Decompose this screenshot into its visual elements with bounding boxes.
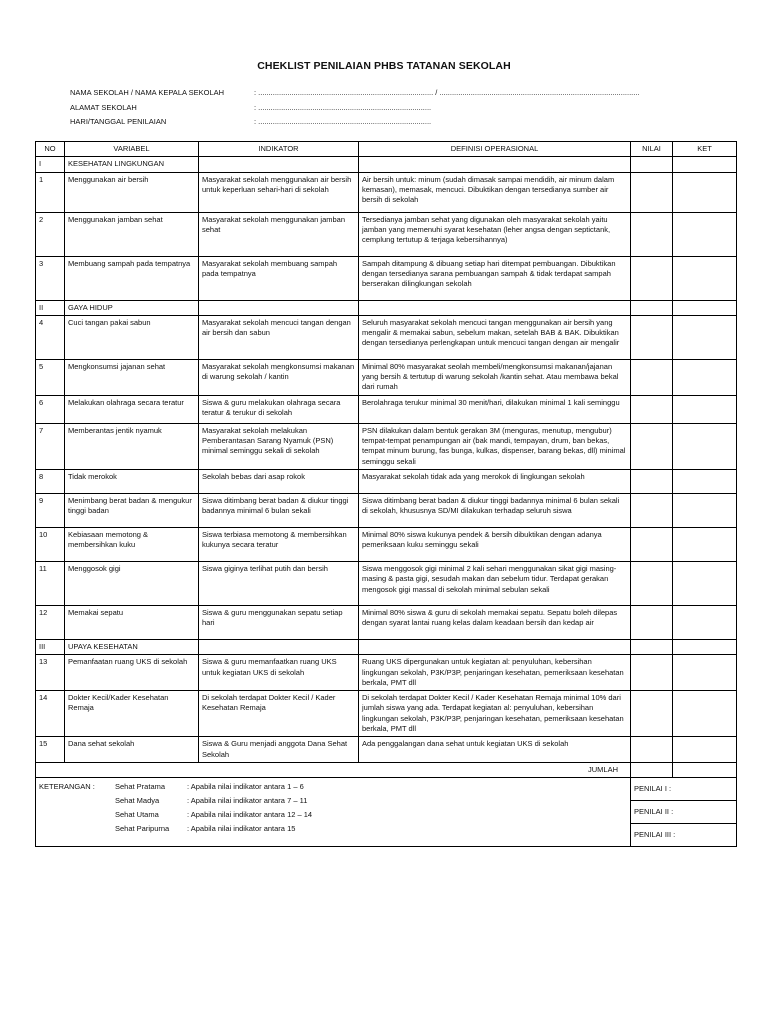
variabel-cell: Menimbang berat badan & mengukur tinggi badan [65, 493, 199, 527]
nilai-cell[interactable] [631, 691, 673, 737]
keterangan-block [36, 778, 631, 847]
table-row [36, 691, 737, 737]
nilai-cell[interactable] [631, 605, 673, 639]
definisi-cell: Minimal 80% masyarakat seolah membeli/mengkonsumsi makanan/jajanan yang bersih & tertutup di warung sekolah /kantin sehat. Atau membawa bekal dari rumah [359, 359, 631, 395]
definisi-cell: Ada penggalangan dana sehat untuk kegiatan UKS di sekolah [359, 737, 631, 763]
header-ket: KET [673, 142, 737, 157]
row-number: 14 [36, 691, 65, 737]
row-number: 6 [36, 395, 65, 423]
indikator-cell: Siswa ditimbang berat badan & diukur tinggi badannya minimal 6 bulan sekali [199, 493, 359, 527]
info-row-school-name [70, 86, 640, 101]
penilai-3-field[interactable]: PENILAI III : [631, 824, 737, 847]
definisi-cell: Air bersih untuk: minum (sudah dimasak sampai mendidih, air minum dalam kemasan), memasak, mencuci. Dibuktikan dengan tersedianya sumber air bersih di sekolah [359, 172, 631, 212]
total-label: JUMLAH [36, 762, 631, 777]
section-number: I [36, 157, 65, 172]
header-no: NO [36, 142, 65, 157]
empty-cell [631, 639, 673, 654]
indikator-cell: Di sekolah terdapat Dokter Kecil / Kader Kesehatan Remaja [199, 691, 359, 737]
row-number: 4 [36, 315, 65, 359]
definisi-cell: Minimal 80% siswa kukunya pendek & bersih dibuktikan dengan adanya pemeriksaan kuku seminggu sekali [359, 527, 631, 561]
category-name: Sehat Utama [115, 810, 159, 820]
indikator-cell: Siswa & guru menggunakan sepatu setiap hari [199, 605, 359, 639]
section-row [36, 157, 737, 172]
row-number: 3 [36, 256, 65, 300]
checklist-table [35, 141, 737, 847]
ket-cell[interactable] [673, 561, 737, 605]
nilai-cell[interactable] [631, 527, 673, 561]
ket-cell[interactable] [673, 172, 737, 212]
info-label: ALAMAT SEKOLAH [70, 102, 137, 112]
table-row [36, 527, 737, 561]
row-number: 7 [36, 423, 65, 469]
header-nilai: NILAI [631, 142, 673, 157]
row-number: 8 [36, 469, 65, 493]
definisi-cell: Berolahraga terukur minimal 30 menit/hari, dilakukan minimal 1 kali seminggu [359, 395, 631, 423]
info-row-address [70, 101, 640, 116]
empty-cell [199, 639, 359, 654]
category-desc: : Apabila nilai indikator antara 7 – 11 [187, 796, 308, 806]
indikator-cell: Siswa terbiasa memotong & membersihkan kukunya secara teratur [199, 527, 359, 561]
table-row [36, 423, 737, 469]
school-info-block [70, 86, 640, 130]
category-desc: : Apabila nilai indikator antara 12 – 14 [187, 810, 313, 820]
nilai-cell[interactable] [631, 395, 673, 423]
row-number: 11 [36, 561, 65, 605]
total-nilai-cell[interactable] [631, 762, 673, 777]
row-number: 10 [36, 527, 65, 561]
indikator-cell: Masyarakat sekolah membuang sampah pada tempatnya [199, 256, 359, 300]
variabel-cell: Pemanfaatan ruang UKS di sekolah [65, 655, 199, 691]
empty-cell [673, 157, 737, 172]
category-desc: : Apabila nilai indikator antara 15 [187, 824, 296, 834]
variabel-cell: Tidak merokok [65, 469, 199, 493]
info-value-fill-line: : .................................................................................... / ................................................................................................ [254, 88, 640, 97]
keterangan-heading: KETERANGAN : [39, 782, 95, 792]
row-number: 2 [36, 212, 65, 256]
variabel-cell: Dana sehat sekolah [65, 737, 199, 763]
section-row [36, 300, 737, 315]
info-value-fill-line: : ................................................................................... [254, 102, 432, 112]
table-row [36, 395, 737, 423]
section-title: GAYA HIDUP [65, 300, 199, 315]
info-label: NAMA SEKOLAH / NAMA KEPALA SEKOLAH [70, 88, 225, 97]
ket-cell[interactable] [673, 315, 737, 359]
indikator-cell: Siswa & guru melakukan olahraga secara teratur & terukur di sekolah [199, 395, 359, 423]
variabel-cell: Melakukan olahraga secara teratur [65, 395, 199, 423]
ket-cell[interactable] [673, 605, 737, 639]
empty-cell [631, 300, 673, 315]
empty-cell [673, 300, 737, 315]
indikator-cell: Masyarakat sekolah menggunakan air bersih untuk keperluan sehari-hari di sekolah [199, 172, 359, 212]
section-number: II [36, 300, 65, 315]
info-label: HARI/TANGGAL PENILAIAN [70, 117, 167, 126]
nilai-cell[interactable] [631, 561, 673, 605]
header-definisi: DEFINISI OPERASIONAL [359, 142, 631, 157]
keterangan-line [39, 794, 627, 808]
indikator-cell: Siswa & Guru menjadi anggota Dana Sehat Sekolah [199, 737, 359, 763]
variabel-cell: Memakai sepatu [65, 605, 199, 639]
keterangan-line [39, 822, 627, 836]
empty-cell [199, 300, 359, 315]
ket-cell[interactable] [673, 737, 737, 763]
definisi-cell: Sampah ditampung & dibuang setiap hari ditempat pembuangan. Dibuktikan dengan tersedianya sarana pembuangan sampah & tidak terdapat sampah berserakan dilingkungan sekolah [359, 256, 631, 300]
ket-cell[interactable] [673, 691, 737, 737]
row-number: 15 [36, 737, 65, 763]
empty-cell [199, 157, 359, 172]
table-row [36, 605, 737, 639]
info-value-fill-line: : ................................................................................... [254, 117, 432, 126]
section-title: UPAYA KESEHATAN [65, 639, 199, 654]
nilai-cell[interactable] [631, 212, 673, 256]
table-row [36, 256, 737, 300]
definisi-cell: PSN dilakukan dalam bentuk gerakan 3M (menguras, menutup, mengubur) tempat-tempat penampungan air (bak mandi, tempayan, drum, ban bekas, tempat minum burung, fas bunga, kulkas, dispenser, barang bekas, dll) minimal seminggu sekali [359, 423, 631, 469]
variabel-cell: Kebiasaan memotong & membersihkan kuku [65, 527, 199, 561]
indikator-cell: Siswa & guru memanfaatkan ruang UKS untuk kegiatan UKS di sekolah [199, 655, 359, 691]
header-indikator: INDIKATOR [199, 142, 359, 157]
header-variabel: VARIABEL [65, 142, 199, 157]
empty-cell [359, 157, 631, 172]
ket-cell[interactable] [673, 212, 737, 256]
definisi-cell: Ruang UKS dipergunakan untuk kegiatan al: penyuluhan, kebersihan lingkungan sekolah, P3K/P3P, penjaringan kesehatan, pemeriksaan kesehatan berkala, PMT dll [359, 655, 631, 691]
total-ket-cell[interactable] [673, 762, 737, 777]
empty-cell [631, 157, 673, 172]
nilai-cell[interactable] [631, 493, 673, 527]
nilai-cell[interactable] [631, 256, 673, 300]
row-number: 1 [36, 172, 65, 212]
nilai-cell[interactable] [631, 172, 673, 212]
variabel-cell: Dokter Kecil/Kader Kesehatan Remaja [65, 691, 199, 737]
definisi-cell: Siswa ditimbang berat badan & diukur tinggi badannya minimal 6 bulan sekali di sekolah, khususnya SD/MI dilakukan terhadap seluruh siswa [359, 493, 631, 527]
definisi-cell: Di sekolah terdapat Dokter Kecil / Kader Kesehatan Remaja minimal 10% dari jumlah siswa yang ada. Terdapat kegiatan al: penyuluhan, kebersihan lingkungan sekolah, P3K/P3P, penjaringan kesehatan, pemeriksaan kesehatan berkala, PMT dll [359, 691, 631, 737]
indikator-cell: Masyarakat sekolah melakukan Pemberantasan Sarang Nyamuk (PSN) minimal seminggu sekali di sekolah [199, 423, 359, 469]
section-title: KESEHATAN LINGKUNGAN [65, 157, 199, 172]
table-header-row [36, 142, 737, 157]
table-row [36, 655, 737, 691]
nilai-cell[interactable] [631, 737, 673, 763]
variabel-cell: Menggosok gigi [65, 561, 199, 605]
ket-cell[interactable] [673, 423, 737, 469]
indikator-cell: Sekolah bebas dari asap rokok [199, 469, 359, 493]
definisi-cell: Masyarakat sekolah tidak ada yang merokok di lingkungan sekolah [359, 469, 631, 493]
category-name: Sehat Pratama [115, 782, 166, 792]
definisi-cell: Siswa menggosok gigi minimal 2 kali sehari menggunakan sikat gigi masing-masing & pasta gigi, sesudah makan dan sebelum tidur. Terdapat gerakan mengosok gigi massal di sekolah minimal sebulan sekali [359, 561, 631, 605]
empty-cell [359, 300, 631, 315]
indikator-cell: Masyarakat sekolah menggunakan jamban sehat [199, 212, 359, 256]
table-row [36, 493, 737, 527]
definisi-cell: Seluruh masyarakat sekolah mencuci tangan menggunakan air bersih yang mengalir & memakai sabun, sebelum makan, setelah BAB & BAK. Dibuktikan dengan tersedianya perlengkapan untuk mencuci tangan dengan air mengalir [359, 315, 631, 359]
row-number: 9 [36, 493, 65, 527]
ket-cell[interactable] [673, 527, 737, 561]
penilai-2-field[interactable]: PENILAI II : [631, 801, 737, 824]
table-row [36, 315, 737, 359]
footer-row [36, 778, 737, 801]
ket-cell[interactable] [673, 359, 737, 395]
keterangan-line [39, 780, 627, 794]
row-number: 12 [36, 605, 65, 639]
table-row [36, 737, 737, 763]
section-row [36, 639, 737, 654]
variabel-cell: Menggunakan jamban sehat [65, 212, 199, 256]
empty-cell [359, 639, 631, 654]
category-name: Sehat Paripurna [115, 824, 170, 834]
info-row-date [70, 115, 640, 130]
total-row [36, 762, 737, 777]
row-number: 5 [36, 359, 65, 395]
document-title: CHEKLIST PENILAIAN PHBS TATANAN SEKOLAH [257, 60, 511, 72]
nilai-cell[interactable] [631, 315, 673, 359]
definisi-cell: Tersedianya jamban sehat yang digunakan oleh masyarakat sekolah yaitu jamban yang memenuhi syarat kesehatan (leher angsa dengan septictank, cemplung tertutup & terjaga kebersihannya) [359, 212, 631, 256]
nilai-cell[interactable] [631, 469, 673, 493]
variabel-cell: Memberantas jentik nyamuk [65, 423, 199, 469]
variabel-cell: Mengkonsumsi jajanan sehat [65, 359, 199, 395]
variabel-cell: Cuci tangan pakai sabun [65, 315, 199, 359]
category-desc: : Apabila nilai indikator antara 1 – 6 [187, 782, 304, 792]
category-name: Sehat Madya [115, 796, 160, 806]
table-row [36, 359, 737, 395]
nilai-cell[interactable] [631, 423, 673, 469]
nilai-cell[interactable] [631, 655, 673, 691]
section-number: III [36, 639, 65, 654]
penilai-1-field[interactable]: PENILAI I : [631, 778, 737, 801]
ket-cell[interactable] [673, 493, 737, 527]
table-row [36, 469, 737, 493]
indikator-cell: Siswa giginya terlihat putih dan bersih [199, 561, 359, 605]
table-row [36, 561, 737, 605]
indikator-cell: Masyarakat sekolah mencuci tangan dengan air bersih dan sabun [199, 315, 359, 359]
indikator-cell: Masyarakat sekolah mengkonsumsi makanan di warung sekolah / kantin [199, 359, 359, 395]
ket-cell[interactable] [673, 256, 737, 300]
empty-cell [673, 639, 737, 654]
row-number: 13 [36, 655, 65, 691]
ket-cell[interactable] [673, 469, 737, 493]
ket-cell[interactable] [673, 655, 737, 691]
table-row [36, 212, 737, 256]
definisi-cell: Minimal 80% siswa & guru di sekolah memakai sepatu. Sepatu boleh dilepas dengan syarat lantai ruang kelas dalam keadaan bersih dan kedap air [359, 605, 631, 639]
ket-cell[interactable] [673, 395, 737, 423]
nilai-cell[interactable] [631, 359, 673, 395]
keterangan-line [39, 808, 627, 822]
variabel-cell: Membuang sampah pada tempatnya [65, 256, 199, 300]
table-row [36, 172, 737, 212]
variabel-cell: Menggunakan air bersih [65, 172, 199, 212]
